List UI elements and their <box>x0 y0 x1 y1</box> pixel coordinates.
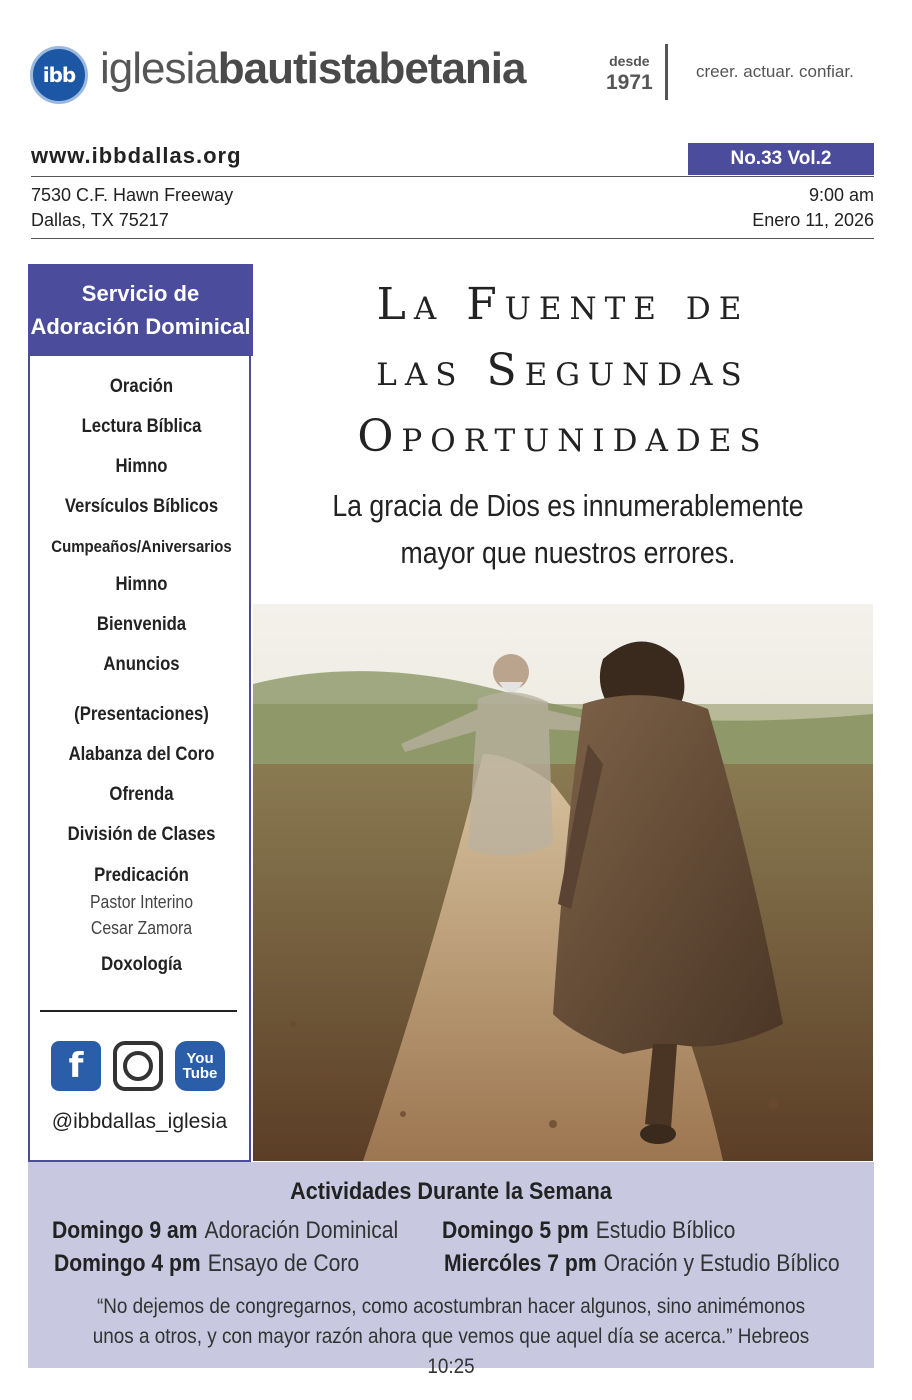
order-of-service-heading <box>28 264 253 356</box>
facebook-icon[interactable]: f <box>51 1041 101 1091</box>
address-city: Dallas, TX 75217 <box>31 210 169 230</box>
preacher-role: Pastor Interino <box>89 892 194 912</box>
title-line-3: Oportunidades <box>357 411 769 462</box>
church-name-bold: bautistabetania <box>217 44 526 93</box>
church-name <box>100 44 526 94</box>
tagline: creer. actuar. confiar. <box>696 62 854 81</box>
header-divider <box>665 44 668 100</box>
header-rule-top <box>31 176 874 177</box>
heading-line-2: Adoración Dominical <box>30 314 251 339</box>
activity-item <box>444 1250 840 1278</box>
since-block <box>606 54 653 93</box>
program-item: Versículos Bíblicos <box>64 496 219 517</box>
quote-line-2: unos a otros, y con mayor razón ahora que vemos que aquel día se acerca.” Hebreos 10:25 <box>92 1325 810 1378</box>
activity-item <box>442 1217 735 1245</box>
instagram-icon[interactable] <box>113 1041 163 1091</box>
quote-line-1: “No dejemos de congregarnos, como acostumbran hacer algunos, sino animémonos <box>96 1295 806 1318</box>
activity-what: Oración y Estudio Bíblico <box>603 1250 840 1277</box>
address <box>31 183 233 233</box>
weekly-activities <box>28 1162 874 1378</box>
youtube-label-top: You <box>186 1050 214 1067</box>
program-item: Himno <box>115 456 168 477</box>
program-item: (Presentaciones) <box>74 704 209 725</box>
program-item: Doxología <box>101 954 182 975</box>
activity-item <box>52 1217 398 1245</box>
activity-what: Ensayo de Coro <box>207 1250 360 1277</box>
church-name-light: iglesia <box>100 44 218 93</box>
service-info <box>752 183 874 233</box>
program-item: Cumpeaños/Aniversarios <box>51 537 232 556</box>
program-item: Predicación <box>94 865 189 886</box>
service-date: Enero 11, 2026 <box>752 210 874 230</box>
program-item: Oración <box>109 376 174 397</box>
header-rule-bottom <box>31 238 874 239</box>
program-item: Himno <box>115 574 168 595</box>
activity-when: Domingo 4 pm <box>54 1250 201 1277</box>
program-item: Lectura Bíblica <box>81 416 202 437</box>
subtitle-line-1: La gracia de Dios es innumerablemente <box>332 488 804 523</box>
sidebar-divider <box>40 1010 237 1012</box>
heading-line-1: Servicio de <box>81 281 200 306</box>
activities-heading: Actividades Durante la Semana <box>290 1178 612 1205</box>
program-item: Alabanza del Coro <box>68 744 215 765</box>
program-item: Bienvenida <box>96 614 187 635</box>
activity-what: Adoración Dominical <box>204 1217 399 1244</box>
scripture-quote <box>70 1292 831 1382</box>
sermon-subtitle <box>297 482 839 576</box>
activity-item <box>54 1250 359 1278</box>
issue-badge: No.33 Vol.2 <box>688 143 874 175</box>
title-line-2: las Segundas <box>376 345 750 396</box>
sermon-title <box>253 272 873 470</box>
activity-when: Domingo 5 pm <box>442 1217 589 1244</box>
preacher-name: Cesar Zamora <box>90 918 193 938</box>
program-item: División de Clases <box>67 824 216 845</box>
instagram-lens-icon <box>123 1051 153 1081</box>
website-link[interactable]: www.ibbdallas.org <box>31 143 242 168</box>
since-year: 1971 <box>606 71 653 94</box>
church-logo: ibb <box>30 46 88 104</box>
title-line-1: La Fuente de <box>376 279 750 330</box>
activity-what: Estudio Bíblico <box>595 1217 736 1244</box>
youtube-icon[interactable] <box>175 1041 225 1091</box>
prodigal-son-illustration <box>253 604 873 1161</box>
activity-when: Domingo 9 am <box>52 1217 198 1244</box>
service-time: 9:00 am <box>808 185 874 205</box>
social-handle[interactable]: @ibbdallas_iglesia <box>51 1110 228 1133</box>
youtube-label-bottom: Tube <box>182 1065 218 1082</box>
address-street: 7530 C.F. Hawn Freeway <box>31 185 234 205</box>
since-label: desde <box>609 53 650 69</box>
program-item: Anuncios <box>103 654 180 675</box>
illustration-svg <box>253 604 873 1161</box>
program-item: Ofrenda <box>109 784 174 805</box>
subtitle-line-2: mayor que nuestros errores. <box>400 535 736 570</box>
activity-when: Miercóles 7 pm <box>444 1250 597 1277</box>
